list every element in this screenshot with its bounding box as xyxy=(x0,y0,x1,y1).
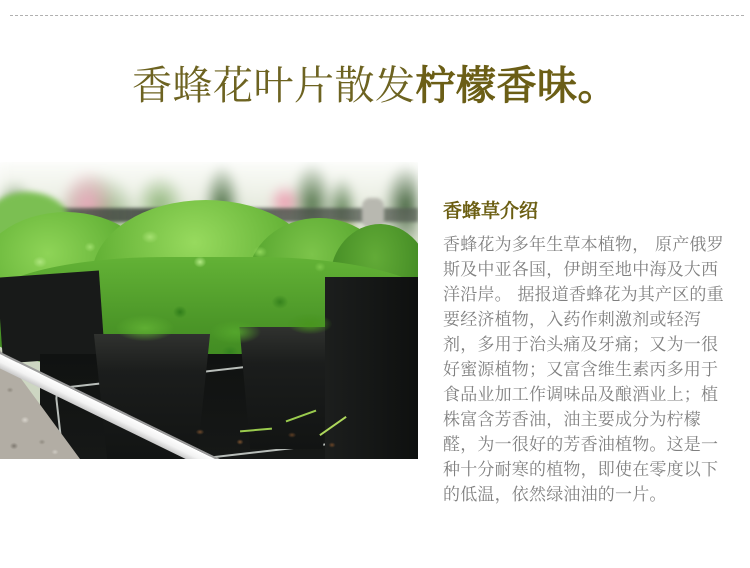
photo-leaf-overhang xyxy=(85,302,355,358)
page-title-light: 香蜂花叶片散发 xyxy=(132,63,416,109)
intro-paragraph: 香蜂花为多年生草本植物， 原产俄罗斯及中亚各国，伊朗至地中海及大西洋沿岸。 据报道香蜂花为其产区的重要经济植物，入药作刺激剂或轻泻剂，多用于治头痛及牙痛；又为一很好蜜源植物；又富含维生素丙多用于食品业加工作调味品及酿酒业上；植株富含芳香油，油主要成分为柠檬醛，为一很好的芳香油植物。这是一种十分耐寒的植物，即使在零度以下的低温，依然绿油油的一片。 xyxy=(443,235,724,505)
dashed-divider xyxy=(10,15,744,16)
page-title xyxy=(0,62,750,110)
page-title-bold: 柠檬香味。 xyxy=(415,63,618,109)
lemon-balm-photo xyxy=(0,162,418,459)
photo-left-pots xyxy=(0,271,105,364)
intro-section xyxy=(443,199,735,508)
intro-heading: 香蜂草介绍 xyxy=(443,200,539,222)
